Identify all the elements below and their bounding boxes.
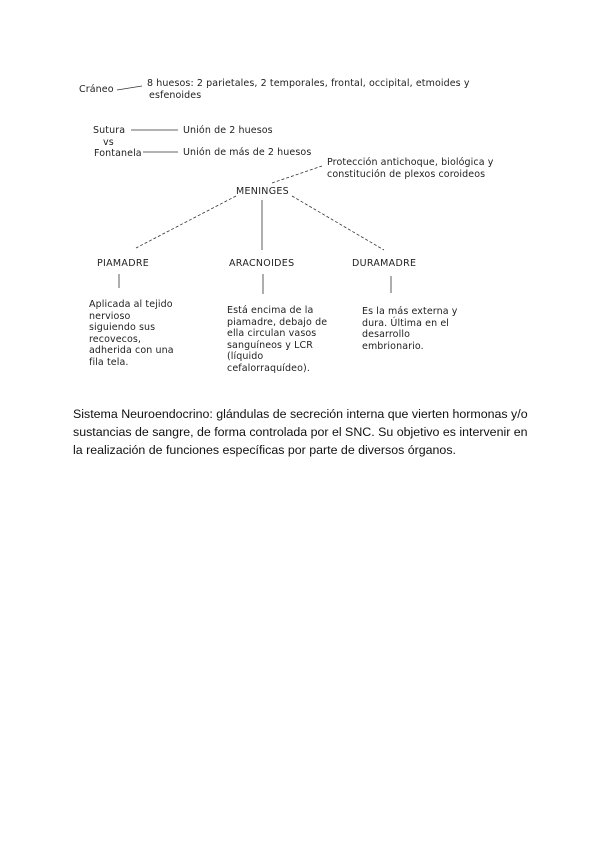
duramadre-line: Es la más externa y: [362, 306, 458, 317]
craneo-description-line2: esfenoides: [149, 90, 202, 101]
vs-label: vs: [103, 137, 114, 148]
duramadre-description: [362, 306, 472, 352]
duramadre-heading: DURAMADRE: [352, 258, 417, 269]
aracnoides-description: [227, 305, 342, 374]
craneo-label: Cráneo: [79, 84, 114, 95]
duramadre-line: dura. Última en el: [362, 317, 450, 329]
fontanela-description: Unión de más de 2 huesos: [183, 147, 312, 158]
piamadre-description: [89, 299, 199, 368]
proteccion-line2: constitución de plexos coroideos: [327, 169, 486, 180]
piamadre-heading: PIAMADRE: [97, 258, 150, 269]
proteccion-line1: Protección antichoque, biológica y: [327, 157, 494, 168]
sutura-description: Unión de 2 huesos: [183, 125, 273, 136]
aracnoides-heading: ARACNOIDES: [229, 258, 295, 269]
aracnoides-line: cefalorraquídeo).: [227, 362, 310, 374]
craneo-connector: [117, 86, 142, 90]
duramadre-line: embrionario.: [362, 340, 424, 352]
fontanela-label: Fontanela: [94, 148, 142, 159]
proteccion-connector: [272, 166, 322, 183]
aracnoides-line: piamadre, debajo de: [227, 316, 328, 328]
aracnoides-line: (líquido: [227, 351, 264, 362]
paragraph-line: sustancias de sangre, de forma controlada por el SNC. Su objetivo es intervenir en: [73, 425, 528, 439]
aracnoides-line: ella circulan vasos: [227, 328, 317, 339]
aracnoides-line: sanguíneos y LCR: [227, 339, 313, 351]
piamadre-line: fila tela.: [89, 356, 129, 368]
duramadre-line: desarrollo: [362, 329, 410, 340]
piamadre-line: recovecos,: [89, 333, 142, 345]
craneo-description-line1: 8 huesos: 2 parietales, 2 temporales, frontal, occipital, etmoides y: [147, 78, 470, 89]
piamadre-line: Aplicada al tejido: [89, 299, 173, 310]
paragraph-line: la realización de funciones específicas por parte de diversos órganos.: [73, 443, 456, 457]
neuroendocrine-paragraph: [73, 405, 533, 459]
duramadre-connector: [292, 196, 384, 250]
aracnoides-line: Está encima de la: [227, 305, 314, 316]
sutura-label: Sutura: [93, 125, 126, 136]
meninges-label: MENINGES: [236, 186, 290, 197]
paragraph-line: Sistema Neuroendocrino: glándulas de secreción interna que vierten hormonas y/o: [73, 407, 528, 421]
piamadre-line: nervioso: [89, 310, 131, 322]
piamadre-connector: [136, 196, 236, 248]
piamadre-line: adherida con una: [89, 345, 174, 356]
piamadre-line: siguiendo sus: [89, 322, 156, 333]
